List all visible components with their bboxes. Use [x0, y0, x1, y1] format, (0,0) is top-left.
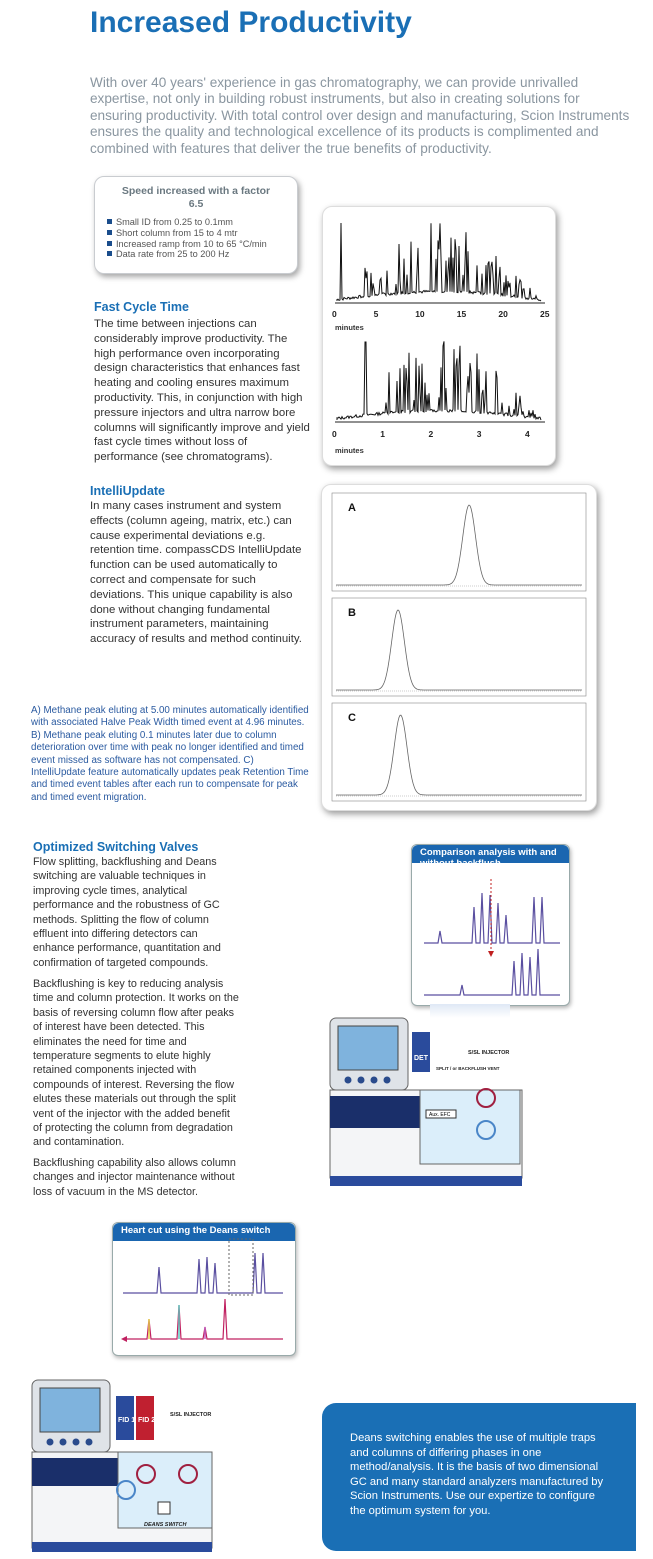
deans-injector-label: S/SL INJECTOR: [170, 1412, 212, 1418]
bottom-tick-labels: [332, 429, 530, 439]
tick-label: 1: [380, 429, 385, 439]
speed-box-heading: Speed increased with a factor 6.5: [121, 185, 271, 210]
injector-label: S/SL INJECTOR: [468, 1050, 510, 1056]
iu-panel: [332, 703, 586, 801]
tick-label: 20: [498, 309, 508, 319]
switching-heading: Optimized Switching Valves: [33, 840, 199, 854]
bottom-trace: [337, 341, 541, 420]
top-trace: [337, 223, 541, 301]
fid1-label: FID 1: [118, 1417, 136, 1424]
speed-item: Data rate from 25 to 200 Hz: [107, 249, 297, 260]
intelliupdate-svg: [322, 485, 596, 810]
deans-heartcut: [112, 1222, 296, 1356]
deans-svg: [113, 1223, 295, 1355]
tick-label: 10: [415, 309, 425, 319]
vent-label: SPLIT / or BACKFLUSH VENT: [436, 1066, 500, 1071]
top-xlabel: minutes: [335, 323, 364, 332]
backflush-svg: [412, 845, 569, 1005]
speed-item: Small ID from 0.25 to 0.1mm: [107, 217, 297, 228]
speed-item: Increased ramp from 10 to 65 °C/min: [107, 239, 297, 250]
tick-label: 2: [428, 429, 434, 439]
iu-panel: [332, 493, 586, 591]
fast-cycle-body: The time between injections can considerably improve productivity. The high performance oven incorporating design characteristics that enhances fast heating and cooling ensures maximum productivity. This, in conjunction with high pressure injectors and ultra narrow bore columns will significantly improve and yield fast cycle times without loss of performance (see chromatograms).: [94, 318, 310, 464]
intelliupdate-caption: A) Methane peak eluting at 5.00 minutes automatically identified with associated Halve Peak Width timed event at 4.96 minutes. B) Methane peak eluting 0.1 minutes later due to column deterioration over time with peak no longer identified and timed event missed as software has not compensated. C) IntelliUpdate feature automatically updates peak Retention Time and timed event tables after each run to compensate for peak and timed event migration.: [31, 705, 309, 803]
deans-info-text: Deans switching enables the use of multiple traps and columns of differing phases in one method/analysis. It is the basis of two dimensional GC and many standard analyzers manufactured by Scion Instruments. Use our expertize to configure the optimum system for you.: [350, 1432, 604, 1517]
iu-panel-label: C: [348, 712, 356, 724]
backflush-heading: Comparison analysis with and without backflush: [412, 845, 569, 863]
speed-box: [94, 176, 298, 274]
intelliupdate-card: [321, 484, 597, 811]
deans-info-box: [322, 1403, 636, 1551]
tick-label: 0: [332, 309, 337, 319]
intelliupdate-heading: IntelliUpdate: [90, 484, 166, 498]
tick-label: 15: [456, 309, 467, 319]
deans-instrument: [30, 1378, 230, 1554]
tick-label: 3: [476, 429, 482, 439]
switching-p3: Backflushing capability also allows column changes and injector maintenance without loss of vacuum in the MS detector.: [33, 1157, 236, 1198]
det-label: DET: [414, 1055, 428, 1062]
tick-label: 25: [540, 309, 550, 319]
deans-switch-label: DEANS SWITCH: [144, 1522, 187, 1528]
top-tick-labels: [332, 309, 550, 319]
aux-label: Aux. EFC: [429, 1112, 451, 1118]
backflush-comparison: [411, 844, 570, 1006]
chromatogram-svg: [323, 207, 555, 465]
tick-label: 4: [525, 429, 530, 439]
speed-item: Short column from 15 to 4 mtr: [107, 228, 297, 239]
speed-box-list: [107, 217, 297, 260]
tick-label: 5: [373, 309, 379, 319]
iu-panel-label: A: [348, 502, 356, 514]
backflush-instrument: [328, 1016, 524, 1188]
page-title: Increased Productivity: [90, 6, 412, 39]
switching-p2: Backflushing is key to reducing analysis time and column protection. It works on the basis of reversing column flow after peaks of interest have been detected. This eliminates the need for time and temperature segments to elute highly retained components injected with compounds of interest. Reversing the flow elutes these materials out through the split vent of the injector with the added benefit of protecting the column from degradation and contamination.: [33, 978, 239, 1149]
tick-label: 0: [332, 429, 337, 439]
intro-paragraph: With over 40 years' experience in gas chromatography, we can provide unrivalled expertise, not only in building robust instruments, but also in creating solutions for ensuring productivity. With total control over design and manufacturing, Scion Instruments ensures the quality and technological excellence of its products is complimented and combined with features that deliver the true benefits of productivity.: [90, 75, 630, 156]
intelliupdate-body: In many cases instrument and system effects (column ageing, matrix, etc.) can cause experimental deviations e.g. retention time. compassCDS IntelliUpdate function can be used automatically to correct and compensate for such deviations. This unique capability is also done without changing fundamental instrument parameters, maintaining accuracy of results and method continuity.: [90, 500, 302, 646]
switching-p1: Flow splitting, backflushing and Deans switching are valuable techniques in improving cycle times, analytical performance and the robustness of GC methods. Splitting the flow of column effluent into differing detectors can enhance performance, quantitation and confirmation of targeted compounds.: [33, 856, 221, 969]
chromatogram-card: [322, 206, 556, 466]
bottom-xlabel: minutes: [335, 446, 364, 455]
iu-panel: [332, 598, 586, 696]
fast-cycle-heading: Fast Cycle Time: [94, 300, 189, 314]
fid2-label: FID 2: [138, 1417, 156, 1424]
iu-panel-label: B: [348, 607, 356, 619]
deans-heading: Heart cut using the Deans switch: [113, 1223, 295, 1241]
